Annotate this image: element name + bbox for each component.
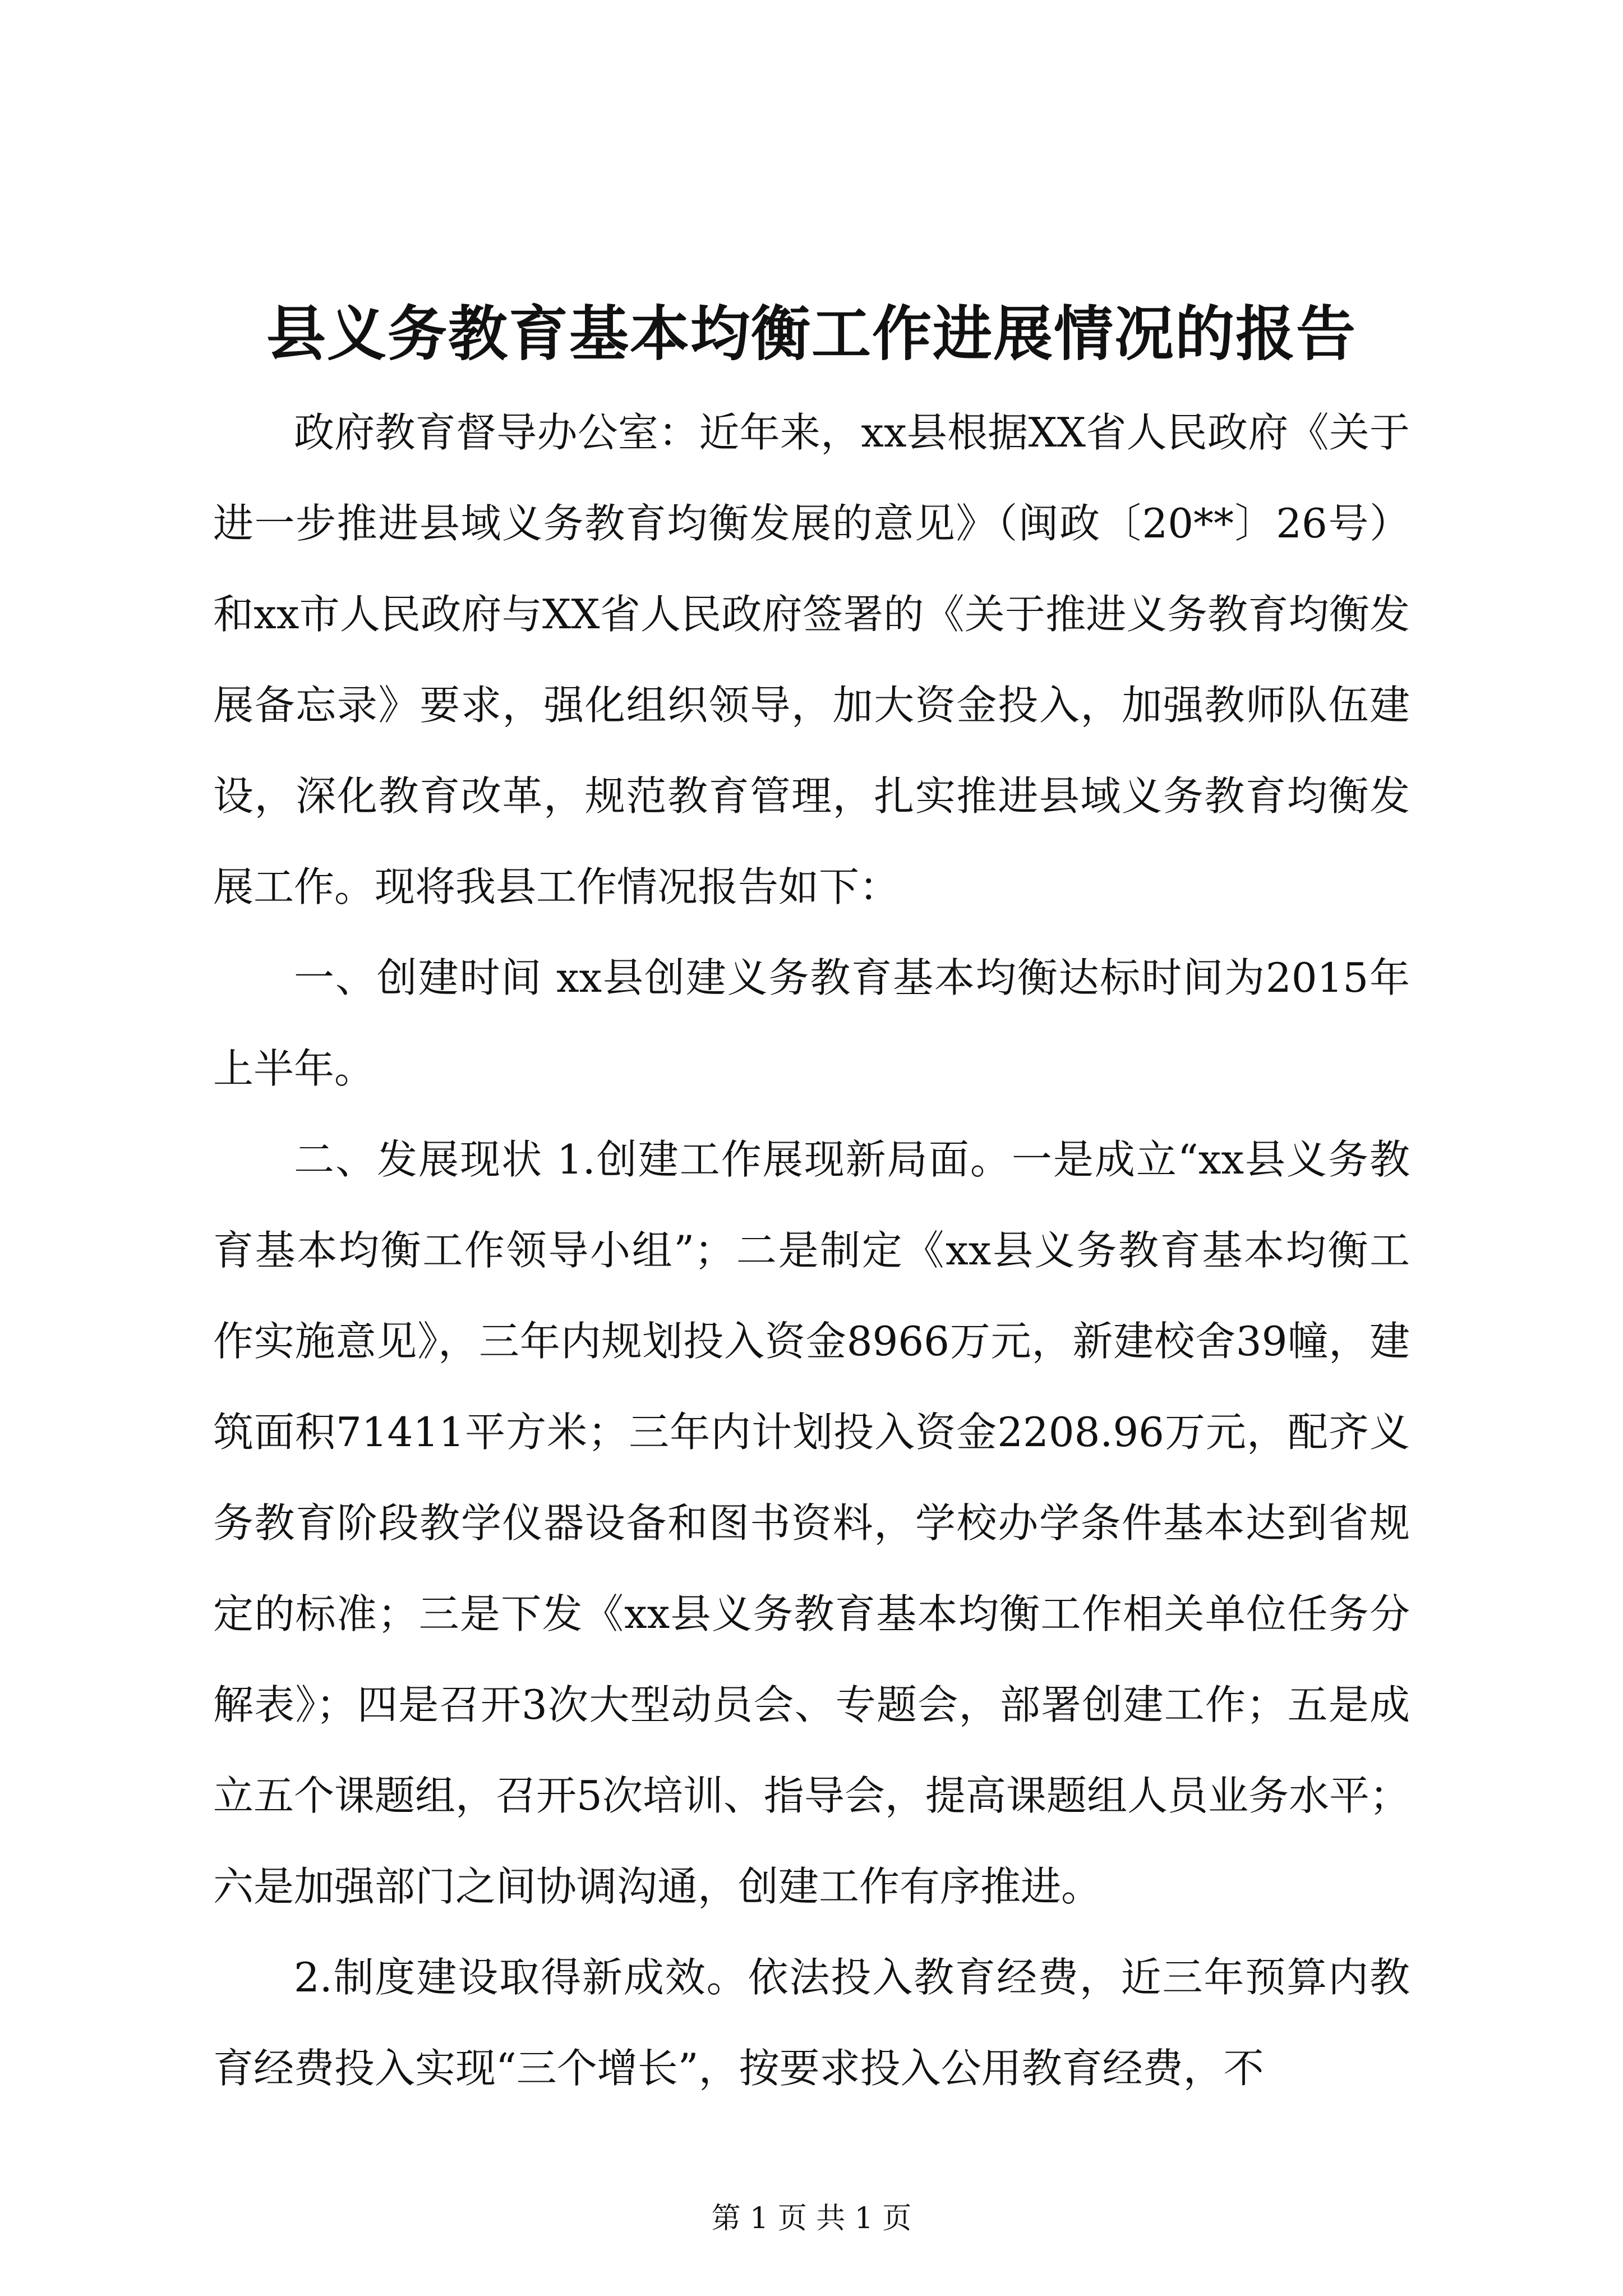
- paragraph-intro: 政府教育督导办公室：近年来，xx县根据XX省人民政府《关于进一步推进县域义务教育均衡发展的意见》（闽政〔20**〕26号）和xx市人民政府与XX省人民政府签署的《关于推进义务教育均衡发展备忘录》要求，强化组织领导，加大资金投入，加强教师队伍建设，深化教育改革，规范教育管理，扎实推进县域义务教育均衡发展工作。现将我县工作情况报告如下：: [213, 409, 1410, 910]
- document-body: [213, 387, 1410, 2114]
- paragraph-section-2-item-2: 2.制度建设取得新成效。依法投入教育经费，近三年预算内教育经费投入实现“三个增长”，按要求投入公用教育经费，不: [213, 1954, 1410, 2092]
- document-title: 县义务教育基本均衡工作进展情况的报告: [266, 298, 1357, 369]
- paragraph-section-1: 一、创建时间 xx县创建义务教育基本均衡达标时间为2015年上半年。: [213, 954, 1410, 1092]
- page-footer: 第 1 页 共 1 页: [711, 2202, 912, 2235]
- paragraph-section-2: 二、发展现状 1.创建工作展现新局面。一是成立“xx县义务教育基本均衡工作领导小组”；二是制定《xx县义务教育基本均衡工作实施意见》，三年内规划投入资金8966万元，新建校舍39幢，建筑面积71411平方米；三年内计划投入资金2208.96万元，配齐义务教育阶段教学仪器设备和图书资料，学校办学条件基本达到省规定的标准；三是下发《xx县义务教育基本均衡工作相关单位任务分解表》；四是召开3次大型动员会、专题会，部署创建工作；五是成立五个课题组，召开5次培训、指导会，提高课题组人员业务水平；六是加强部门之间协调沟通，创建工作有序推进。: [213, 1136, 1410, 1910]
